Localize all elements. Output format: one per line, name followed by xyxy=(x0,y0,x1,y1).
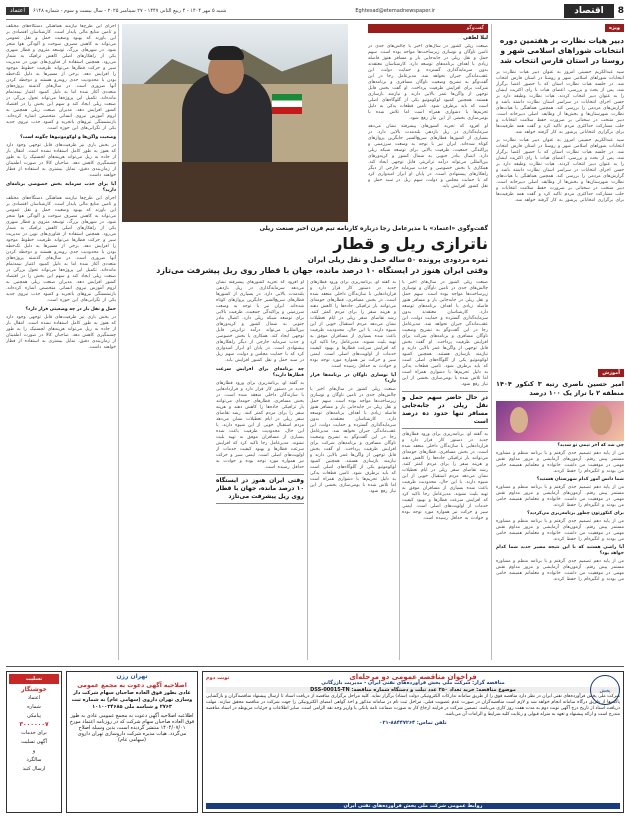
main-col1-text-2: به گفته او، برنامه‌ریزی برای ورود قطارهای جدید در دستور کار قرار دارد و قراردادهایی با سازندگان داخلی منعقد شده است. در بخش مسافری، قطارهای حومه‌ای می‌توانند بار ترافیکی جاده‌ها را کاهش دهند و هزینه سفر را برای مردم کمتر کنند. رشد تقاضای سفر ریلی در ایام تعطیلات نشان می‌دهد مردم استقبال خوبی از این شیوه دارند. با این حال، محدودیت ظرفیت باعث شده بسیاری از مسافران موفق به تهیه بلیت نشوند. مدیرعامل رجا تاکید کرد که افزایش سرعت قطارها و بهبود کیفیت خدمات از اولویت‌های اصلی است. ایمنی سیر و حرکت نیز همواره مورد توجه بوده و حوادث به حداقل رسیده است. xyxy=(402,432,488,521)
education-headline: امیر حسین ناصری رتبه ۳ کنکور ۱۴۰۴ منطقه ۲ با تراز یک ۱۰۰ درصد xyxy=(496,380,624,397)
page-number: 8 xyxy=(617,6,624,16)
tender-code: موضوع مناقصه: خرید تعداد ۲۵۰ عدد تبلت و دستگاه شماره مناقصه: DSS-00015-TN xyxy=(206,687,620,693)
left-answer-1: در بخش باری نیز ظرفیت‌های قابل توجهی وجود دارد که هنوز به طور کامل استفاده نشده است. انتقال بار از جاده به ریل می‌تواند هزینه‌های لجستیک را به طور چشمگیری کاهش دهد. صاحبان کالا در صورت اطمینان از زمان‌بندی دقیق، تمایل بیشتری به استفاده از قطار خواهند داشت. xyxy=(6,143,116,178)
tender-title: فراخوان مناقصه عمومی دو مرحله‌ای xyxy=(349,673,477,681)
student-face-icon xyxy=(590,405,612,435)
pharma-ad-title: اصلاحیه آگهی دعوت به مجمع عمومی xyxy=(77,682,187,689)
condolence-ad-number[interactable]: ۳۰۰۰۰۰۰۷ xyxy=(19,721,49,728)
left-body: اجرای این طرح‌ها نیازمند هماهنگی دستگاه‌های مختلف و تامین منابع مالی پایدار است. کارشناسان اقتصادی بر این باورند که بهبود وضعیت حمل و نقل عمومی می‌تواند به کاهش مصرف سوخت و آلودگی هوا منجر شود. در شهرهای بزرگ، توسعه متروی و قطار شهری یکی از راهکارهای اصلی کاهش ترافیک به شمار می‌رود. همچنین استفاده از فناوری‌های نوین در مدیریت سیر و حرکت قطارها می‌تواند ظرفیت خطوط موجود را افزایش دهد. برخی از مسیرها به دلیل تک‌خطه بودن با محدودیت جدی روبه‌رو هستند و دوخطه کردن آنها ضروری است. در سال‌های گذشته پروژه‌های متعددی آغاز شده اما به دلیل کمبود اعتبار نیمه‌تمام مانده‌اند. تکمیل این پروژه‌ها می‌تواند تحول بزرگی در صنعت ریلی ایجاد کند و سهم این بخش را در اقتصاد کشور افزایش دهد. مدیران صنعت ریلی همچنین به لزوم آموزش نیروی انسانی متخصص اشاره کرده‌اند. بازنشستگی نیروهای باتجربه و کمبود جذب نیروی جدید یکی از نگرانی‌های این حوزه است. xyxy=(6,24,116,131)
right-headline: دبیر هیات نظارت بر هفتمین دوره انتخابات شوراهای اسلامی شهر و روستا در استان فارس انتخاب شد xyxy=(499,36,624,65)
page-header xyxy=(6,4,624,18)
company-logo-icon: پخش xyxy=(590,675,620,705)
education-answer-1: من از پایه دهم تصمیم جدی گرفتم و با برنامه منظم و مشاوره مستمر پیش رفتم. آزمون‌های آزمایشی و مرور مداوم نقش مهمی در موفقیت من داشت. خانواده و معلمانم همیشه حامی من بودند و انگیزه‌ام را حفظ کردند. xyxy=(496,451,624,474)
column-rule xyxy=(399,280,400,660)
main-photo xyxy=(122,24,348,222)
condolence-ad-line9: ارسال کنید xyxy=(22,766,46,772)
education-question-4: آیا راضی هستید که با این نتیجه مسیر جدید شما کدام خواهد بود؟ xyxy=(496,545,624,556)
condolence-ad-top: تسلیت xyxy=(9,674,59,684)
main-col1-callout: در حال حاضر سهم حمل و نقل ریلی در جابه‌جایی مسافر تنها حدود ده درصد است xyxy=(402,391,488,429)
date-line: شنبه ۵ مهر ۱۴۰۴ - ۴ ربیع الثانی ۱۴۴۷ - ۲۷ سپتامبر ۲۰۲۵ - سال بیست و سوم - شماره ۶۱۴۸ xyxy=(33,8,227,14)
column-rule xyxy=(491,24,492,660)
education-tag: آموزش xyxy=(598,369,624,377)
condolence-ad-line7: و xyxy=(32,748,36,754)
condolence-ad-line6: آگهی تسلیت xyxy=(21,739,47,745)
tender-round: نوبت دوم xyxy=(206,675,230,681)
author-name: لیلا لطفی xyxy=(463,35,488,41)
header-right xyxy=(564,4,624,18)
education-question-2: شما دانش آموز کدام شهرستان هستید؟ xyxy=(536,477,624,482)
right-body-cont: سید عبدالکریم حسینی امروز به عنوان دبیر هیات نظارت بر انتخابات شوراهای اسلامی شهر و روستا در استان فارس انتخاب شد. در جلسه هیات نظارت استان که با حضور اعضا برگزار شد، پس از بحث و بررسی، اعضای هیات با رای اکثریت ایشان را به عنوان دبیر انتخاب کردند. هیات نظارت وظیفه دارد بر حسن اجرای انتخابات در سراسر استان نظارت داشته باشد و گزارش‌های مردمی را بررسی کند. همچنین هماهنگی با هیات‌های نظارت شهرستان‌ها و بخش‌ها از وظایف اصلی دبیرخانه است. دبیر منتخب در سخنانی بر ضرورت حفظ سلامت انتخابات و جلب مشارکت حداکثری مردم تاکید کرد و گفت همه ظرفیت‌ها برای برگزاری انتخاباتی پرشور به کار گرفته خواهد شد. xyxy=(496,138,624,203)
main-subtitle-1: ثمره مردودی پرونده ۵۰ ساله حمل و نقل ریلی ایران xyxy=(307,256,488,264)
condolence-ad-line1: اعتماد xyxy=(27,695,41,701)
main-col3-text-2: به گفته او، برنامه‌ریزی برای ورود قطارهای جدید در دستور کار قرار دارد و قراردادهایی با سازندگان داخلی منعقد شده است. در بخش مسافری، قطارهای حومه‌ای می‌توانند بار ترافیکی جاده‌ها را کاهش دهند و هزینه سفر را برای مردم کمتر کنند. رشد تقاضای سفر ریلی در ایام تعطیلات نشان می‌دهد مردم استقبال خوبی از این شیوه دارند. با این حال، محدودیت ظرفیت باعث شده بسیاری از مسافران موفق به تهیه بلیت نشوند. مدیرعامل رجا تاکید کرد که افزایش سرعت قطارها و بهبود کیفیت خدمات از اولویت‌های اصلی است. ایمنی سیر و حرکت نیز همواره مورد توجه بوده و حوادث به حداقل رسیده است. xyxy=(216,381,304,470)
tender-ad xyxy=(202,671,624,813)
student-photo xyxy=(496,401,624,441)
condolence-ad-title: خوشنگار xyxy=(21,686,47,693)
education-answer-4: من از پایه دهم تصمیم جدی گرفتم و با برنامه منظم و مشاوره مستمر پیش رفتم. آزمون‌های آزمایشی و مرور مداوم نقش مهمی در موفقیت من داشت. خانواده و معلمانم همیشه حامی من بودند و انگیزه‌ام را حفظ کردند. xyxy=(496,559,624,582)
column-rule xyxy=(307,280,308,660)
tender-footer: روابط عمومی شرکت ملی پخش فرآورده‌های نفتی ایران xyxy=(206,803,620,809)
left-answer-2: اجرای این طرح‌ها نیازمند هماهنگی دستگاه‌های مختلف و تامین منابع مالی پایدار است. کارشناسان اقتصادی بر این باورند که بهبود وضعیت حمل و نقل عمومی می‌تواند به کاهش مصرف سوخت و آلودگی هوا منجر شود. در شهرهای بزرگ، توسعه متروی و قطار شهری یکی از راهکارهای اصلی کاهش ترافیک به شمار می‌رود. همچنین استفاده از فناوری‌های نوین در مدیریت سیر و حرکت قطارها می‌تواند ظرفیت خطوط موجود را افزایش دهد. برخی از مسیرها به دلیل تک‌خطه بودن با محدودیت جدی روبه‌رو هستند و دوخطه کردن آنها ضروری است. در سال‌های گذشته پروژه‌های متعددی آغاز شده اما به دلیل کمبود اعتبار نیمه‌تمام مانده‌اند. تکمیل این پروژه‌ها می‌تواند تحول بزرگی در صنعت ریلی ایجاد کند و سهم این بخش را در اقتصاد کشور افزایش دهد. مدیران صنعت ریلی همچنین به لزوم آموزش نیروی انسانی متخصص اشاره کرده‌اند. بازنشستگی نیروهای باتجربه و کمبود جذب نیروی جدید یکی از نگرانی‌های این حوزه است. xyxy=(6,196,116,303)
main-kicker: گفت‌وگوی «اعتماد» با مدیرعامل رجا درباره کارنامه تیم فرن اخیر صنعت ریلی xyxy=(259,225,488,232)
main-col2-text: به گفته او، برنامه‌ریزی برای ورود قطارهای جدید در دستور کار قرار دارد و قراردادهایی با سازندگان داخلی منعقد شده است. در بخش مسافری، قطارهای حومه‌ای می‌توانند بار ترافیکی جاده‌ها را کاهش دهند و هزینه سفر را برای مردم کمتر کنند. رشد تقاضای سفر ریلی در ایام تعطیلات نشان می‌دهد مردم استقبال خوبی از این شیوه دارند. با این حال، محدودیت ظرفیت باعث شده بسیاری از مسافران موفق به تهیه بلیت نشوند. مدیرعامل رجا تاکید کرد که افزایش سرعت قطارها و بهبود کیفیت خدمات از اولویت‌های اصلی است. ایمنی سیر و حرکت نیز همواره مورد توجه بوده و حوادث به حداقل رسیده است. xyxy=(310,280,396,369)
condolence-ad-line2: شماره xyxy=(27,704,41,710)
ads-area xyxy=(6,666,624,816)
header-email[interactable]: Eghtesad@etemadnewspaper.ir xyxy=(355,8,436,14)
education-answer-2: من از پایه دهم تصمیم جدی گرفتم و با برنامه منظم و مشاوره مستمر پیش رفتم. آزمون‌های آزمایشی و مرور مداوم نقش مهمی در موفقیت من داشت. خانواده و معلمانم همیشه حامی من بودند و انگیزه‌ام را حفظ کردند. xyxy=(496,485,624,508)
column-rule xyxy=(118,24,119,660)
main-intro-text: صنعت ریلی کشور در سال‌های اخیر با چالش‌های جدی در تامین ناوگان و نوسازی زیرساخت‌ها مواجه بوده است. سهم حمل و نقل ریلی در جابه‌جایی بار و مسافر هنوز فاصله زیادی با اهداف برنامه‌های توسعه دارد. کارشناسان معتقدند بدون سرمایه‌گذاری گسترده و حمایت دولت، این عقب‌ماندگی جبران نخواهد شد. مدیرعامل رجا در این گفت‌وگو به تشریح وضعیت ناوگان مسافری و برنامه‌های شرکت برای افزایش ظرفیت پرداخت. او گفت بخش قابل توجهی از واگن‌ها عمر بالایی دارند و نیازمند بازسازی هستند. همچنین کمبود لوکوموتیو یکی از گلوگاه‌های اصلی است که باید برطرف شود. تامین قطعات یدکی به دلیل تحریم‌ها با دشواری همراه است اما تلاش شده با بومی‌سازی بخشی از این نیاز رفع شود. xyxy=(368,44,488,121)
left-column xyxy=(6,24,116,664)
header-divider xyxy=(6,19,624,20)
main-col2-question: آیا نوسازی ناوگان در برنامه‌ها قرار دارد؟ xyxy=(310,373,396,384)
main-intro-column xyxy=(368,44,488,224)
photo-person-hair xyxy=(208,46,244,60)
tender-phone[interactable]: تلفن تماس: ۸۸۴۴۷۲۶۴-۰۲۱ xyxy=(379,720,447,726)
pharma-logo: تهران رزن xyxy=(116,673,148,680)
education-question-3: برای کنکورتون چطور برنامه‌ریزی می‌کردید؟ xyxy=(527,511,624,516)
education-question-1: چی شد که آخر تیمی تو شدید؟ xyxy=(557,443,624,448)
left-question-1: وضعیت واگن‌ها و لوکوموتیوها چگونه است؟ xyxy=(20,135,116,140)
second-face-icon xyxy=(510,407,528,433)
pharma-ad-subtitle: عادی بطور فوق العاده صاحبان سهام شرکت دار وسازی تهران داروی (سهامی عام) به شماره ثبت ۲۷۶۳ و شناسه ملی ۱۰۱۰۰۳۴۶۸۵ xyxy=(71,690,193,710)
condolence-ad-line5: برای خدمات xyxy=(21,730,47,736)
right-column xyxy=(496,24,624,644)
main-column-2 xyxy=(310,280,396,660)
right-section-tag: ویژه xyxy=(605,24,624,32)
pharma-ad-body: اطلاعیه اصلاحیه آگهی دعوت به مجمع عمومی عادی به طور فوق العاده صاحبان سهام شرکت که در روزنامه اعتماد مورخ ۱۴۰۴/۰۷/۰۱ منتشر گردیده است، بدین وسیله اصلاح می‌گردد. هیات مدیره شرکت داروسازی تهران داروی (سهامی عام) xyxy=(69,713,195,743)
pharma-ad xyxy=(66,671,198,813)
main-column-1 xyxy=(402,280,488,660)
flag-icon xyxy=(272,94,302,114)
tender-body: شرکت ملی پخش فرآورده‌های نفتی ایران در نظر دارد مناقصه فوق را از طریق سامانه تدارکات الکترونیکی دولت (ستاد) برگزار نماید. کلیه مراحل برگزاری مناقصه از دریافت اسناد تا ارسال پیشنهاد مناقصه‌گران و بازگشایی پاکت‌ها از طریق درگاه سامانه انجام خواهد شد و لازم است مناقصه‌گران در صورت عدم عضویت قبلی، مراحل ثبت نام در سامانه مذکور و اخذ گواهی امضای الکترونیکی را جهت شرکت در مناقصه محقق سازند. مهلت دریافت اسناد از تاریخ درج آگهی نوبت دوم به مدت هفت روز کاری می‌باشد. تضمین شرکت در فرایند ارجاع کار به صورت ضمانت نامه بانکی یا واریز وجه نقد الزامی است. سایر اطلاعات و جزئیات مربوطه در اسناد مناقصه مندرج است و ارائه پیشنهاد و تعهد به منزله قبولی و رعایت کلیه شرایط و الزامات آن می‌باشد. xyxy=(206,694,620,717)
left-question-2: آیا برای جذب سرمایه بخش خصوصی برنامه‌ای دارید؟ xyxy=(6,182,116,193)
main-intro-text-2: او افزود که تجربه کشورهای پیشرفته نشان می‌دهد سرمایه‌گذاری در ریل بازدهی بلندمدت بالایی دارد. در بسیاری از کشورها قطارهای سریع‌السیر جایگزین پروازهای کوتاه شده‌اند. ایران نیز با توجه به وسعت سرزمینی و پراکندگی جمعیت، ظرفیت بالایی برای توسعه شبکه ریلی دارد. اتصال بنادر جنوبی به شمال کشور و کریدورهای بین‌المللی می‌تواند درآمد ترانزیتی قابل توجهی ایجاد کند. همکاری با بخش خصوصی و جذب سرمایه خارجی از دیگر راهکارهای پیشنهادی است. در پایان او ابراز امیدواری کرد که با حمایت مجلس و دولت، سهم ریل در سبد حمل و نقل کشور افزایش یابد. xyxy=(368,124,488,189)
condolence-ad-line3: پیامکی xyxy=(26,713,42,719)
main-subtitle-2: وقتی ایران هنوز در ایستگاه ۱۰ درصد مانده، جهان با قطار روی ریل پیشرفت می‌تازد xyxy=(156,266,488,275)
left-question-3: حمل و نقل بار در چه وضعیتی قرار دارد؟ xyxy=(25,307,116,312)
header-left xyxy=(6,7,226,15)
main-col3-question: چه برنامه‌ای برای افزایش سرعت قطارها دارید؟ xyxy=(216,367,304,378)
tender-subtitle: مناقصه گزار: شرکت ملی پخش فرآورده‌های نفتی ایران - مدیریت بازرگانی xyxy=(321,680,505,686)
interview-tag: گفت‌وگو xyxy=(368,24,488,33)
main-col3-callout: وقتی ایران هنوز در ایستگاه ۱۰ درصد مانده، جهان با قطار روی ریل پیشرفت می‌تازد xyxy=(216,474,304,504)
right-body: سید عبدالکریم حسینی امروز به عنوان دبیر هیات نظارت بر انتخابات شوراهای اسلامی شهر و روستا در استان فارس انتخاب شد. در جلسه هیات نظارت استان که با حضور اعضا برگزار شد، پس از بحث و بررسی، اعضای هیات با رای اکثریت ایشان را به عنوان دبیر انتخاب کردند. هیات نظارت وظیفه دارد بر حسن اجرای انتخابات در سراسر استان نظارت داشته باشد و گزارش‌های مردمی را بررسی کند. همچنین هماهنگی با هیات‌های نظارت شهرستان‌ها و بخش‌ها از وظایف اصلی دبیرخانه است. دبیر منتخب در سخنانی بر ضرورت حفظ سلامت انتخابات و جلب مشارکت حداکثری مردم تاکید کرد و گفت همه ظرفیت‌ها برای برگزاری انتخاباتی پرشور به کار گرفته خواهد شد. xyxy=(496,70,624,135)
right-box-education xyxy=(496,369,624,585)
main-col2-text-2: صنعت ریلی کشور در سال‌های اخیر با چالش‌های جدی در تامین ناوگان و نوسازی زیرساخت‌ها مواجه بوده است. سهم حمل و نقل ریلی در جابه‌جایی بار و مسافر هنوز فاصله زیادی با اهداف برنامه‌های توسعه دارد. کارشناسان معتقدند بدون سرمایه‌گذاری گسترده و حمایت دولت، این عقب‌ماندگی جبران نخواهد شد. مدیرعامل رجا در این گفت‌وگو به تشریح وضعیت ناوگان مسافری و برنامه‌های شرکت برای افزایش ظرفیت پرداخت. او گفت بخش قابل توجهی از واگن‌ها عمر بالایی دارند و نیازمند بازسازی هستند. همچنین کمبود لوکوموتیو یکی از گلوگاه‌های اصلی است که باید برطرف شود. تامین قطعات یدکی به دلیل تحریم‌ها با دشواری همراه است اما تلاش شده با بومی‌سازی بخشی از این نیاز رفع شود. xyxy=(310,387,396,494)
left-answer-3: در بخش باری نیز ظرفیت‌های قابل توجهی وجود دارد که هنوز به طور کامل استفاده نشده است. انتقال بار از جاده به ریل می‌تواند هزینه‌های لجستیک را به طور چشمگیری کاهش دهد. صاحبان کالا در صورت اطمینان از زمان‌بندی دقیق، تمایل بیشتری به استفاده از قطار خواهند داشت. xyxy=(6,315,116,350)
condolence-ad xyxy=(6,671,62,813)
section-title: اقتصاد xyxy=(564,4,614,18)
main-title: ناترازی ریل و قطار xyxy=(333,234,488,253)
main-col3-text: او افزود که تجربه کشورهای پیشرفته نشان می‌دهد سرمایه‌گذاری در ریل بازدهی بلندمدت بالایی دارد. در بسیاری از کشورها قطارهای سریع‌السیر جایگزین پروازهای کوتاه شده‌اند. ایران نیز با توجه به وسعت سرزمینی و پراکندگی جمعیت، ظرفیت بالایی برای توسعه شبکه ریلی دارد. اتصال بنادر جنوبی به شمال کشور و کریدورهای بین‌المللی می‌تواند درآمد ترانزیتی قابل توجهی ایجاد کند. همکاری با بخش خصوصی و جذب سرمایه خارجی از دیگر راهکارهای پیشنهادی است. در پایان او ابراز امیدواری کرد که با حمایت مجلس و دولت، سهم ریل در سبد حمل و نقل کشور افزایش یابد. xyxy=(216,280,304,363)
condolence-ad-line8: سالگرد xyxy=(26,757,42,763)
newspaper-logo: اعتماد xyxy=(6,7,29,15)
education-answer-3: من از پایه دهم تصمیم جدی گرفتم و با برنامه منظم و مشاوره مستمر پیش رفتم. آزمون‌های آزمایشی و مرور مداوم نقش مهمی در موفقیت من داشت. خانواده و معلمانم همیشه حامی من بودند و انگیزه‌ام را حفظ کردند. xyxy=(496,519,624,542)
photo-desk xyxy=(122,162,348,222)
main-col1-text: صنعت ریلی کشور در سال‌های اخیر با چالش‌های جدی در تامین ناوگان و نوسازی زیرساخت‌ها مواجه بوده است. سهم حمل و نقل ریلی در جابه‌جایی بار و مسافر هنوز فاصله زیادی با اهداف برنامه‌های توسعه دارد. کارشناسان معتقدند بدون سرمایه‌گذاری گسترده و حمایت دولت، این عقب‌ماندگی جبران نخواهد شد. مدیرعامل رجا در این گفت‌وگو به تشریح وضعیت ناوگان مسافری و برنامه‌های شرکت برای افزایش ظرفیت پرداخت. او گفت بخش قابل توجهی از واگن‌ها عمر بالایی دارند و نیازمند بازسازی هستند. همچنین کمبود لوکوموتیو یکی از گلوگاه‌های اصلی است که باید برطرف شود. تامین قطعات یدکی به دلیل تحریم‌ها با دشواری همراه است اما تلاش شده با بومی‌سازی بخشی از این نیاز رفع شود. xyxy=(402,280,488,387)
main-column-3 xyxy=(216,280,304,660)
